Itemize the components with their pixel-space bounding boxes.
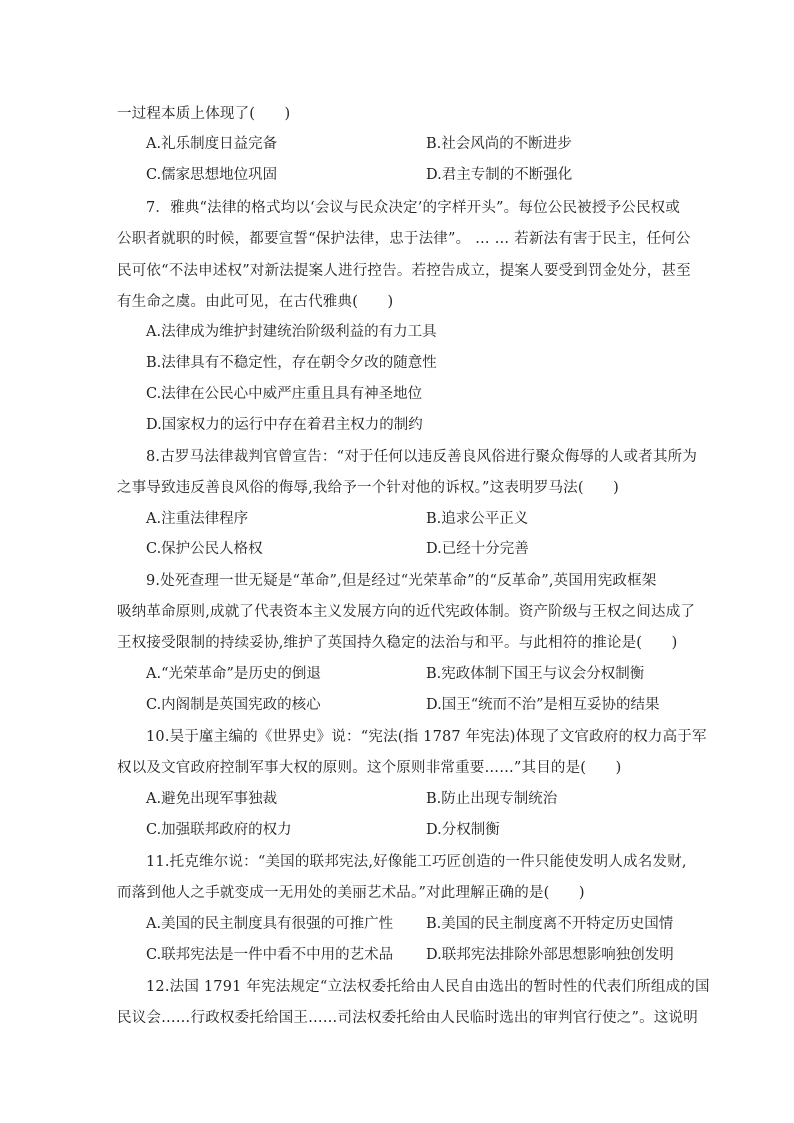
question-9-stem-line2: 吸纳革命原则,成就了代表资本主义发展方向的近代宪政体制。资产阶级与王权之间达成了 [117, 604, 696, 620]
q6-option-b[interactable]: B.社会风尚的不断进步 [426, 136, 572, 152]
q10-option-d[interactable]: D.分权制衡 [426, 822, 500, 838]
q7-option-a[interactable]: A.法律成为维护封建统治阶级利益的有力工具 [146, 324, 437, 340]
q10-option-a[interactable]: A.避免出现军事独裁 [146, 791, 278, 807]
question-10-stem-line2: 权以及文官政府控制军事大权的原则。这个原则非常重要……”其目的是( ) [117, 760, 622, 776]
q8-option-d[interactable]: D.已经十分完善 [426, 541, 529, 557]
question-7-stem-line3: 民可依“不法申述权”对新法提案人进行控告。若控告成立，提案人要受到罚金处分，甚至 [117, 263, 691, 279]
question-12-stem-line2: 民议会……行政权委托给国王……司法权委托给由人民临时选出的审判官行使之”。这说明 [117, 1010, 698, 1026]
question-12-stem: 12.法国 1791 年宪法规定“立法权委托给由人民自由选出的暂时性的代表们所组成的国 [146, 979, 710, 995]
question-7-stem-line4: 有生命之虞。由此可见，在古代雅典( ) [117, 294, 394, 310]
q11-option-d[interactable]: D.联邦宪法排除外部思想影响独创发明 [426, 947, 674, 963]
q9-option-c[interactable]: C.内阁制是英国宪政的核心 [146, 697, 321, 713]
q7-option-d[interactable]: D.国家权力的运行中存在着君主权力的制约 [146, 417, 423, 433]
question-9-stem: 9.处死查理一世无疑是“革命”,但是经过“光荣革命”的“反革命”,英国用宪政框架 [146, 573, 657, 589]
question-8-stem-line2: 之事导致违反善良风俗的侮辱,我给予一个针对他的诉权。”这表明罗马法( ) [117, 480, 619, 496]
q9-option-a[interactable]: A.“光荣革命”是历史的倒退 [146, 666, 321, 682]
q6-option-c[interactable]: C.儒家思想地位巩固 [146, 167, 278, 183]
q8-option-a[interactable]: A.注重法律程序 [146, 511, 249, 527]
question-8-stem: 8.古罗马法律裁判官曾宣告：“对于任何以违反善良风俗进行聚众侮辱的人或者其所为 [146, 449, 698, 465]
q7-option-b[interactable]: B.法律具有不稳定性，存在朝令夕改的随意性 [146, 355, 437, 371]
q10-option-b[interactable]: B.防止出现专制统治 [426, 791, 558, 807]
question-7-stem-line2: 公职者就职的时候，都要宣誓“保护法律，忠于法律”。 … … 若新法有害于民主，任何公 [117, 231, 691, 247]
q6-option-d[interactable]: D.君主专制的不断强化 [426, 167, 573, 183]
question-10-stem: 10.吴于廑主编的《世界史》说：“宪法(指 1787 年宪法)体现了文官政府的权力高于军 [146, 729, 707, 745]
question-6-stem-end: 一过程本质上体现了( ) [117, 106, 291, 122]
q9-option-d[interactable]: D.国王“统而不治”是相互妥协的结果 [426, 697, 660, 713]
q11-option-b[interactable]: B.美国的民主制度离不开特定历史国情 [426, 916, 674, 932]
question-11-stem: 11.托克维尔说：“美国的联邦宪法,好像能工巧匠创造的一件只能使发明人成名发财, [146, 854, 687, 870]
q11-option-c[interactable]: C.联邦宪法是一件中看不中用的艺术品 [146, 947, 394, 963]
q10-option-c[interactable]: C.加强联邦政府的权力 [146, 822, 292, 838]
question-7-stem: 7．雅典“法律的格式均以‘会议与民众决定’的字样开头”。每位公民被授予公民权或 [146, 200, 681, 216]
q7-option-c[interactable]: C.法律在公民心中威严庄重且具有神圣地位 [146, 386, 423, 402]
q11-option-a[interactable]: A.美国的民主制度具有很强的可推广性 [146, 916, 394, 932]
question-9-stem-line3: 王权接受限制的持续妥协,维护了英国持久稳定的法治与和平。与此相符的推论是( ) [117, 635, 678, 651]
q6-option-a[interactable]: A.礼乐制度日益完备 [146, 136, 278, 152]
q8-option-b[interactable]: B.追求公平正义 [426, 511, 529, 527]
q8-option-c[interactable]: C.保护公民人格权 [146, 541, 263, 557]
question-11-stem-line2: 而落到他人之手就变成一无用处的美丽艺术品。”对此理解正确的是( ) [117, 885, 585, 901]
q9-option-b[interactable]: B.宪政体制下国王与议会分权制衡 [426, 666, 645, 682]
